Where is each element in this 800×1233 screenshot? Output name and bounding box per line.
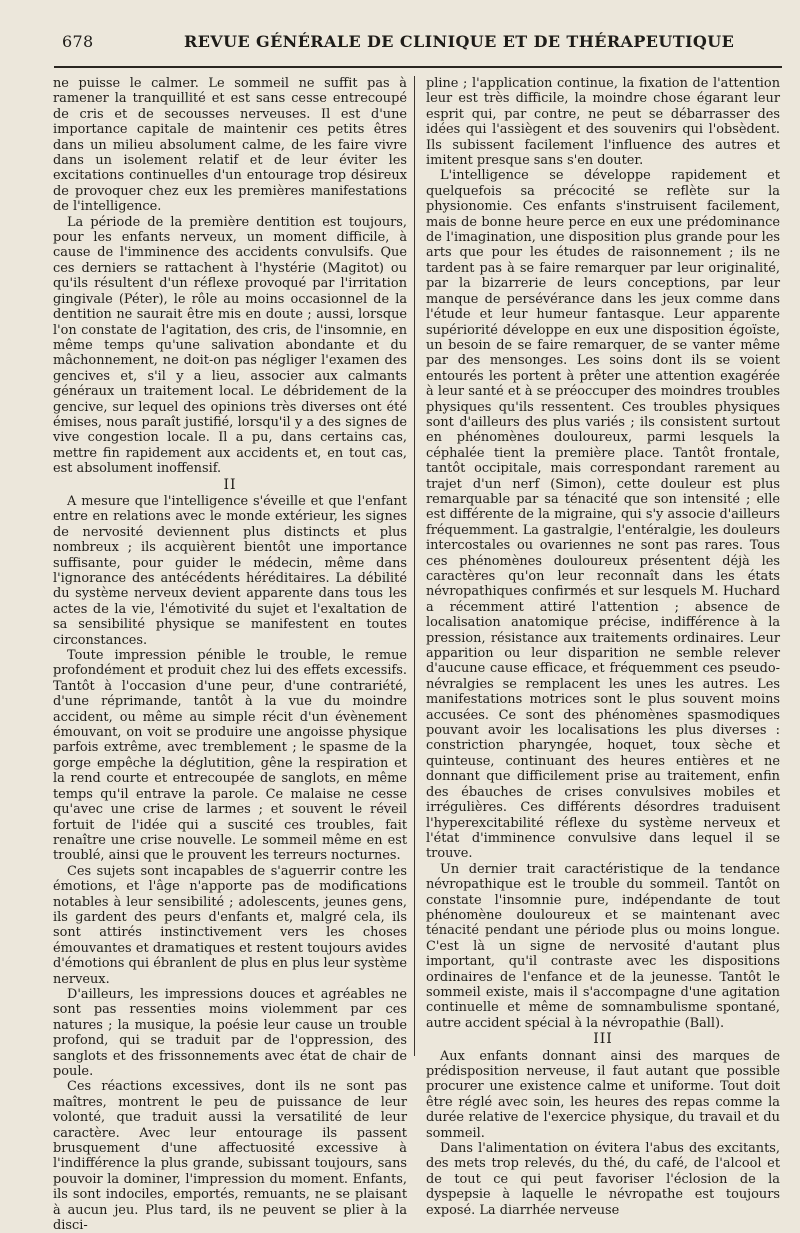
column-divider [414,76,415,1056]
page-number: 678 [62,32,94,51]
paragraph: Dans l'alimentation on évitera l'abus des excitants, des mets trop relevés, du thé, du café, de l'alcool et de tout ce qui peut favoriser l'éclosion de la dyspepsie à laquelle le névropathe est toujours exposé. La diarrhée nerveuse [426,1141,780,1218]
paragraph: L'intelligence se développe rapidement et quelquefois sa précocité se reflète sur la physionomie. Ces enfants s'instruisent facilement, mais de bonne heure perce en eux une prédominance de l'imagination, une disposition plus grande pour les arts que pour les études de raisonnement ; ils ne tardent pas à se faire remarquer par leur originalité, par la bizarrerie de leurs conceptions, par leur manque de persévérance dans les jeux comme dans l'étude et leur humeur fantasque. Leur apparente supériorité développe en eux une disposition égoïste, un besoin de se faire remarquer, de se vanter même par des mensonges. Les soins dont ils se voient entourés les portent à prêter une attention exagérée à leur santé et à se préoccuper des moindres troubles physiques qu'ils ressentent. Ces troubles physiques sont d'ailleurs des plus variés ; ils consistent surtout en phénomènes douloureux, parmi lesquels la céphalée tient la première place. Tantôt frontale, tantôt occipitale, mais correspondant rarement au trajet d'un nerf (Simon), cette douleur est plus remarquable par sa ténacité que son intensité ; elle est différente de la migraine, qui s'y associe d'ailleurs fréquemment. La gastralgie, l'entéralgie, les douleurs intercostales ou ovariennes ne sont pas rares. Tous ces phénomènes douloureux présentent déjà les caractères qu'on leur reconnaît dans les états névropathiques confirmés et sur lesquels M. Huchard a récemment attiré l'attention ; absence de localisation anatomique précise, indifférence à la pression, résistance aux traitements ordinaires. Leur apparition ou leur disparition ne semble relever d'aucune cause efficace, et fréquemment ces pseudo-névralgies se remplacent les unes les autres. Les manifestations motrices sont le plus souvent moins accusées. Ce sont des phénomènes spasmodiques pouvant avoir les localisations les plus diverses : constriction pharyngée, hoquet, toux sèche et quinteuse, continuant des heures entières et ne donnant que difficilement prise au traitement, enfin des ébauches de crises convulsives mobiles et irrégulières. Ces différents désordres traduisent l'hyperexcitabilité réflexe du système nerveux et l'état d'imminence convulsive dans lequel il se trouve. [426,168,780,862]
paragraph: Toute impression pénible le trouble, le remue profondément et produit chez lui des effets excessifs. Tantôt à l'occasion d'une peur, d'une contrariété, d'une réprimande, tantôt à la vue du moindre accident, ou même au simple récit d'un évènement émouvant, on voit se produire une angoisse physique parfois extrême, avec tremblement ; le spasme de la gorge empêche la déglutition, gêne la respiration et la rend courte et entrecoupée de sanglots, en même temps qu'il entrave la parole. Ce malaise ne cesse qu'avec une crise de larmes ; et souvent le réveil fortuit de l'idée qui a suscité ces troubles, fait renaître une crise nouvelle. Le sommeil même en est troublé, ainsi que le prouvent les terreurs nocturnes. [53,648,407,864]
section-heading: III [593,1031,613,1048]
paragraph: ne puisse le calmer. Le sommeil ne suffit pas à ramener la tranquillité et est sans cesse entrecoupé de cris et de secousses nerveuses. Il est d'une importance capitale de maintenir ces petits êtres dans un milieu absolument calme, de les faire vivre dans un isolement relatif et de leur éviter les excitations continuelles d'un entourage trop désireux de provoquer chez eux les premières manifestations de l'intelligence. [53,76,407,215]
running-title: REVUE GÉNÉRALE DE CLINIQUE ET DE THÉRAPEUTIQUE [184,32,735,51]
paragraph: A mesure que l'intelligence s'éveille et que l'enfant entre en relations avec le monde extérieur, les signes de nervosité deviennent plus distincts et plus nombreux ; ils acquièrent bientôt une importance suffisante, pour guider le médecin, même dans l'ignorance des antécédents héréditaires. La débilité du système nerveux devient apparente dans tous les actes de la vie, l'émotivité du sujet et l'exaltation de sa sensibilité physique se manifestent en toutes circonstances. [53,493,407,648]
header-rule [54,66,782,68]
page-header [54,28,778,58]
paragraph: Aux enfants donnant ainsi des marques de prédisposition nerveuse, il faut autant que possible procurer une existence calme et uniforme. Tout doit être réglé avec soin, les heures des repas comme la durée relative de l'exercice physique, du travail et du sommeil. [426,1048,780,1141]
paragraph: La période de la première dentition est toujours, pour les enfants nerveux, un moment difficile, à cause de l'imminence des accidents convulsifs. Que ces derniers se rattachent à l'hystérie (Magitot) ou qu'ils résultent d'un réflexe provoqué par l'irritation gingivale (Péter), le rôle au moins occasionnel de la dentition ne saurait être mis en doute ; aussi, lorsque l'on constate de l'agitation, des cris, de l'insomnie, en même temps qu'une salivation abondante et du mâchonnement, ne doit-on pas négliger l'examen des gencives et, s'il y a lieu, associer aux calmants généraux un traitement local. Le débridement de la gencive, sur lequel des opinions très diverses ont été émises, nous paraît justifié, lorsqu'il y a des signes de vive congestion locale. Il a pu, dans certains cas, mettre fin rapidement aux accidents et, en tout cas, est absolument inoffensif. [53,214,407,477]
paragraph: D'ailleurs, les impressions douces et agréables ne sont pas ressenties moins violemment par ces natures ; la musique, la poésie leur cause un trouble profond, qui se traduit par de l'oppression, des sanglots et des frissonnements avec état de chair de poule. [53,986,407,1079]
paragraph: pline ; l'application continue, la fixation de l'attention leur est très difficile, la moindre chose égarant leur esprit qui, par contre, ne peut se débarrasser des idées qui l'assiègent et des souvenirs qui l'obsèdent. Ils subissent facilement l'influence des autres et imitent presque sans s'en douter. [426,76,780,169]
paragraph: Un dernier trait caractéristique de la tendance névropathique est le trouble du sommeil. Tantôt on constate l'insomnie pure, indépendante de tout phénomène douloureux et se maintenant avec ténacité pendant une période plus ou moins longue. C'est là un signe de nervosité d'autant plus important, qu'il contraste avec les dispositions ordinaires de l'enfance et de la jeunesse. Tantôt le sommeil existe, mais il s'accompagne d'une agitation continuelle et même de somnambulisme spontané, autre accident spécial à la névropathie (Ball). [426,861,780,1031]
paragraph: Ces sujets sont incapables de s'aguerrir contre les émotions, et l'âge n'apporte pas de modifications notables à leur sensibilité ; adolescents, jeunes gens, ils gardent des peurs d'enfants et, malgré cela, ils sont attirés instinctivement vers les choses émouvantes et dramatiques et restent toujours avides d'émotions qui ébranlent de plus en plus leur système nerveux. [53,863,407,987]
left-column [53,76,407,1233]
section-heading: II [223,476,237,493]
right-column [426,76,780,1218]
paragraph: Ces réactions excessives, dont ils ne sont pas maîtres, montrent le peu de puissance de leur volonté, que traduit aussi la versatilité de leur caractère. Avec leur entourage ils passent brusquement d'une affectuosité excessive à l'indifférence la plus grande, subissant toujours, sans pouvoir la dominer, l'impression du moment. Enfants, ils sont indociles, emportés, remuants, ne se plaisant à aucun jeu. Plus tard, ils ne peuvent se plier à la disci- [53,1079,407,1233]
